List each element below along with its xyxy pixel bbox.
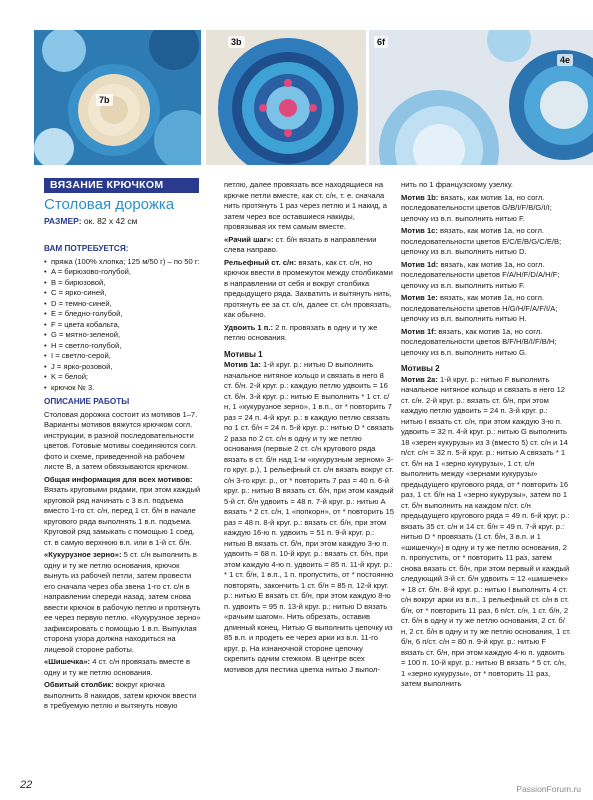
materials-heading: ВАМ ПОТРЕБУЕТСЯ:: [44, 244, 129, 253]
column-3: [401, 180, 571, 692]
list-item: • пряжа (100% хлопка; 125 м/50 г) – по 50 г:: [44, 257, 202, 268]
list-item: • J = ярко-розовой,: [44, 362, 202, 373]
paragraph: Мотив 2a: 1-й круг. р.: нитью F выполнить начальное нитяное кольцо и связать в него 12 ст. с/н. 2-й круг. р.: вязать ст. б/н, при этом каждую петлю удвоить = 24 п. 3-й круг. р.: нитью I вязать ст. с/н, при этом каждую 3-ю п. удвоить = 32 п. 4-й круг. р.: нитью G выполнить 18 «зерен кукурузы» из 3 (вместо 5) ст. с/н и 14 п/ст. с/н = 32 п. 5-й круг. р.: нитью A связать * 1 ст. б/н на 1 «зерно кукурузы», 1 ст. с/н выполнить между «зернами кукурузы» предыдущего кругового ряда, от * повторить 16 раз, 1 ст. б/н на 1 «зерно кукурузы», затем по 1 ст. б/н выполнить на каждом п/ст. с/н предыдущего кругового ряда = 49 п. 6-й круг. р.: вязать 35 ст. с/н и 14 ст. б/н = 49 п. 7-й круг. р.: нитью D * провязать (1 ст. б/н, 3 в.п. и 1 «шишечку») в одну и ту же петлю основания, 2 п. пропустить, от * повторить 11 раз, затем снова вязать ст. б/н, при этом первый и каждый следующий 3-й ст. б/н удвоить = 12 «шишечек» + 18 ст. б/н. 8-й круг. р.: нитью I выполнить 4 ст. с/н вокруг арки из в.п., 1 рельефный ст. с/н в ст. б/н, от * повторить 11 раз, 6 п/ст. с/н, 1 ст. б/н, 2 ст. б/н в одну и ту же петлю основания, 2 ст. б/н, 2 ст. б/н в одну и ту же петлю основания, 1 ст. б/н, 6 п/ст. с/н = 80 п. 9-й круг. р.: нитью F вязать ст. б/н, при этом каждую 4-ю п. удвоить = 100 п. 10-й круг. р.: нитью B вязать * 5 ст. с/н, 1 «зерно кукурузы», от * повторить 11 раз, затем выполнить: [401, 374, 572, 688]
paragraph: Обвитый столбик: вокруг крючка выполнить 8 накидов, затем крючок ввести в требуемую петлю и вытянуть новую: [44, 680, 197, 710]
list-item: • C = ярко-синей,: [44, 288, 202, 299]
paragraph: «Рачий шаг»: ст. б/н вязать в направлении слева направо.: [224, 234, 377, 254]
section-label: ВЯЗАНИЕ КРЮЧКОМ: [44, 178, 199, 193]
site-watermark: PassionForum.ru: [516, 784, 581, 794]
size-line: [44, 216, 137, 226]
paragraph: Мотив 1d: вязать, как мотив 1a, но согл. последовательности цветов F/A/H/F/D/A/H/F; цепочку из в.п. выполнить нитью F.: [401, 259, 560, 290]
paragraph: петлю, далее провязать все находящиеся на крючке петли вместе, как ст. с/н, т. е. сначала нить протянуть 1 раз через петлю и 1 накид, а затем через все оставшиеся накиды, провязывая их тем самым вместе.: [224, 180, 388, 231]
paragraph: Мотив 1b: вязать, как мотив 1a, но согл. последовательности цветов G/B/I/F/B/G/I/I; цепочку из в.п. выполнить нитью F.: [401, 192, 552, 223]
photo-label: 3b: [228, 36, 245, 48]
motifs-heading: Мотивы 2: [401, 364, 440, 373]
work-heading: ОПИСАНИЕ РАБОТЫ: [44, 397, 130, 406]
list-item: • D = темно-синей,: [44, 299, 202, 310]
paragraph: Рельефный ст. с/н: вязать, как ст. с/н, но крючок ввести в промежуток между столбиками в направлении от себя и вокруг столбика предыдущего ряда. Захватить и вытянуть нить, протянуть ее за ст. с/н, далее ст. с/н провязать, как обычно.: [224, 257, 393, 319]
size-label: РАЗМЕР:: [44, 216, 82, 226]
list-item: • H = светло-голубой,: [44, 341, 202, 352]
list-item: • A = бирюзово-голубой,: [44, 267, 202, 278]
paragraph: «Шишечка»: 4 ст. с/н провязать вместе в одну и ту же петлю основания.: [44, 657, 191, 677]
column-2: [224, 180, 394, 677]
paragraph: Мотив 1f: вязать, как мотив 1a, но согл. последовательности цветов B/F/H/B/I/F/B/H; цепочку из в.п. выполнить нитью G.: [401, 326, 557, 357]
list-item: • K = белой;: [44, 372, 202, 383]
photo-label: 6f: [374, 36, 388, 48]
page-number: 22: [20, 779, 33, 791]
paragraph: Удвоить 1 п.: 2 п. провязать в одну и ту же петлю основания.: [224, 322, 378, 342]
photo-strip: [0, 30, 593, 165]
paragraph: Мотив 1c: вязать, как мотив 1a, но согл. последовательности цветов E/C/E/B/G/C/E/B; цепочку из в.п. выполнить нитью D.: [401, 226, 562, 256]
size-value: ок. 82 х 42 см: [83, 216, 138, 226]
page-title: Столовая дорожка: [44, 196, 175, 213]
paragraph: «Кукурузное зерно»: 5 ст. с/н выполнить в одну и ту же петлю основания, крючок вынуть из рабочей петли, затем провести его сначала через оба звена 1-го ст. с/н в направлении спереди назад, затем снова ввести крючок в рабочую петлю и протянуть ее через первую петлю. «Кукурузное зерно» зафиксировать с помощью 1 в.п. Выпуклая сторона узора должна находиться на лицевой стороне работы.: [44, 550, 201, 654]
paragraph: Мотив 1a: 1-й круг. р.: нитью D выполнить начальное нитяное кольцо и связать в него 8 ст. б/н. 2-й круг. р.: каждую петлю удвоить = 16 ст. б/н. 3-й круг. р.: нитью E выполнить * 1 ст. с/н, 1 «кукурузное зерно», 1 в.п., от * повторить 7 раз = 24 п. 4-й круг. р.: в каждую петлю связать по 1 ст. б/н = 24 п. 5-й круг. р.: нитью D * связать 2 раза по 2 ст. с/н в одну и ту же петлю основания (первые 2 ст. с/н кругового ряда вязать в ст. б/н над 1-м «кукурузным зерном» 3-го круг. р.), 1 рельефный ст. с/н вязать вокруг ст. с/н 3-го круг. р., от * повторить 7 раз = 40 п. 6-й круг. р.: нитью B вязать ст. б/н, при этом каждый 5-й ст. б/н удвоить = 48 п. 7-й круг. р.: нитью A вязать * 2 ст. с/н, 1 «попкорн», от * повторить 15 раз = 48 п. 8-й круг. р.: вязать ст. б/н, при этом каждую 16-ю п. удвоить = 51 п. 9-й круг. р.: нитью B вязать ст. б/н, при этом каждую 3-ю п. удвоить = 68 п. 10-й круг. р.: вязать ст. б/н, при этом каждую 4-ю п. удвоить = 85 п. 11-й круг. р.: * 1 ст. б/н, 1 в.п., 1 п. пропустить, от * постоянно повторять, закончить 1 ст. б/н = 85 п. 12-й круг. р.: нитью E вязать ст. б/н, при этом каждую 8-ю п. удвоить = 95 п. 13-й круг. р.: нитью D вязать «рачьим шагом». Нить обрезать, оставив длинный конец. Нитью G выполнить цепочку из 85 в.п. и продеть ее через арки из в.п. 11-го круг. р. На изнаночной стороне цепочку скрепить одним стежком. В центре всех мотивов для пестика цветка нитью J выпол-: [224, 360, 394, 674]
paragraph: Мотив 1e: вязать, как мотив 1a, но согл. последовательности цветов H/G/H/F/A/F/I/A; цепочку из в.п. выполнить нитью H.: [401, 293, 558, 323]
column-1: [44, 240, 202, 714]
list-item: • F = цвета кобальта,: [44, 320, 202, 331]
materials-list: [44, 257, 202, 394]
paragraph: Столовая дорожка состоит из мотивов 1–7. Варианты мотивов вяжутся крючком согл. инструкции, в разной последовательности цветов. Готовые мотивы соединяются согл. фото и схеме, приведенной на рабочем листе B, а затем обвязываются крючком.: [44, 409, 198, 471]
list-item: • E = бледно-голубой,: [44, 309, 202, 320]
motif-photo-6f-4e: [369, 30, 593, 165]
list-item: • I = светло-серой,: [44, 351, 202, 362]
photo-label: 7b: [96, 94, 113, 106]
list-item: • G = мятно-зеленой,: [44, 330, 202, 341]
motif-photo-3b: [206, 30, 366, 165]
list-item: • крючок № 3.: [44, 383, 202, 394]
list-item: • B = бирюзовой,: [44, 278, 202, 289]
motif-photo-7b: [34, 30, 201, 165]
photo-label: 4e: [557, 54, 573, 66]
motifs-heading: Мотивы 1: [224, 349, 263, 359]
paragraph: Общая информация для всех мотивов: Вязать круговыми рядами, при этом каждый круговой ряд начинать с 3 в.п. подъема вместо 1-го ст. с/н, перед 1 ст. б/н в начале кругового ряда выполнять 1 в.п. подъема. Круговой ряд замыкать с помощью 1 соед. ст. в самую верхнюю в.п. или в 1-й ст. б/н.: [44, 474, 201, 547]
paragraph: нить по 1 французскому узелку.: [401, 180, 513, 189]
